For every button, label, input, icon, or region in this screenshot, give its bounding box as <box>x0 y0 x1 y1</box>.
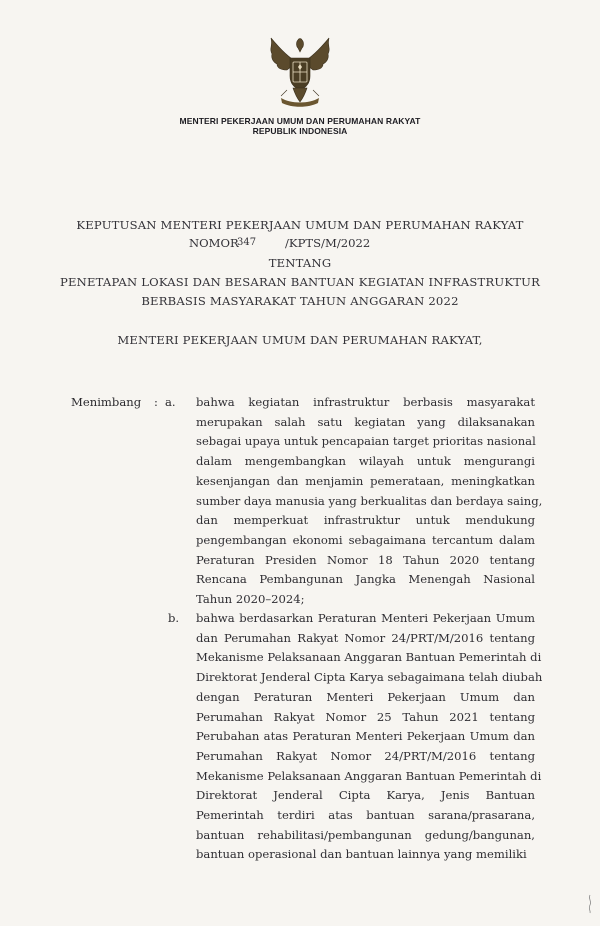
item-b-line: dengan Peraturan Menteri Pekerjaan Umum dan <box>196 689 535 704</box>
item-b-line: Perubahan atas Peraturan Menteri Pekerjaan Umum dan <box>196 729 535 744</box>
menimbang-label: Menimbang <box>71 395 142 409</box>
decree-title: KEPUTUSAN MENTERI PEKERJAAN UMUM DAN PERUMAHAN RAKYAT <box>76 218 524 232</box>
item-a-line: pengembangan ekonomi sebagaimana tercantum dalam <box>196 532 535 547</box>
item-b-line: bahwa berdasarkan Peraturan Menteri Pekerjaan Umum <box>196 611 535 625</box>
issuer-line: MENTERI PEKERJAAN UMUM DAN PERUMAHAN RAKYAT, <box>117 333 483 347</box>
item-a-line: kesenjangan dan menjamin pemerataan, meningkatkan <box>196 473 535 488</box>
item-b-letter: b. <box>168 611 180 625</box>
item-a-line: Peraturan Presiden Nomor 18 Tahun 2020 tentang <box>196 552 535 567</box>
item-b-line: Mekanisme Pelaksanaan Anggaran Bantuan Pemerintah di <box>196 650 542 665</box>
item-b-line: Pemerintah terdiri atas bantuan sarana/prasarana, <box>196 808 535 822</box>
item-a-letter: a. <box>165 395 176 409</box>
item-a-line: dan memperkuat infrastruktur untuk mendukung <box>196 513 535 528</box>
tentang-label: TENTANG <box>268 256 332 270</box>
item-a-line: dalam mengembangkan wilayah untuk mengurangi <box>196 454 535 469</box>
subject-line-2: BERBASIS MASYARAKAT TAHUN ANGGARAN 2022 <box>141 294 459 308</box>
nomor-label: NOMOR <box>189 236 239 250</box>
item-b-line: Direktorat Jenderal Cipta Karya sebagaimana telah diubah <box>196 670 543 685</box>
item-b-line: bantuan rehabilitasi/pembangunan gedung/bangunan, <box>196 827 535 842</box>
item-a-line: merupakan salah satu kegiatan yang dilaksanakan <box>196 414 535 429</box>
ministry-header: MENTERI PEKERJAAN UMUM DAN PERUMAHAN RAKYAT <box>179 116 421 126</box>
item-b-line: Direktorat Jenderal Cipta Karya, Jenis Bantuan <box>196 788 535 803</box>
item-b-line: dan Perumahan Rakyat Nomor 24/PRT/M/2016 tentang <box>196 630 535 645</box>
margin-initial-mark <box>585 893 595 915</box>
item-a-line: sumber daya manusia yang berkualitas dan berdaya saing, <box>196 493 543 508</box>
item-a-line: sebagai upaya untuk pencapaian target prioritas nasional <box>196 434 536 449</box>
menimbang-colon: : <box>154 395 158 409</box>
subject-line-1: PENETAPAN LOKASI DAN BESARAN BANTUAN KEGIATAN INFRASTRUKTUR <box>59 275 541 289</box>
item-a-line: bahwa kegiatan infrastruktur berbasis masyarakat <box>196 395 535 409</box>
item-b-line: Perumahan Rakyat Nomor 24/PRT/M/2016 tentang <box>196 748 535 763</box>
item-b-line: bantuan operasional dan bantuan lainnya yang memiliki <box>196 847 527 862</box>
garuda-emblem-icon <box>263 32 337 108</box>
country-header: REPUBLIK INDONESIA <box>252 126 348 136</box>
nomor-suffix: /KPTS/M/2022 <box>285 236 371 250</box>
item-b-line: Mekanisme Pelaksanaan Anggaran Bantuan Pemerintah di <box>196 768 542 783</box>
item-a-line: Rencana Pembangunan Jangka Menengah Nasional <box>196 572 535 587</box>
item-a-line: Tahun 2020–2024; <box>196 592 305 606</box>
nomor-value: 347 <box>237 237 257 248</box>
item-b-line: Perumahan Rakyat Nomor 25 Tahun 2021 tentang <box>196 709 535 724</box>
